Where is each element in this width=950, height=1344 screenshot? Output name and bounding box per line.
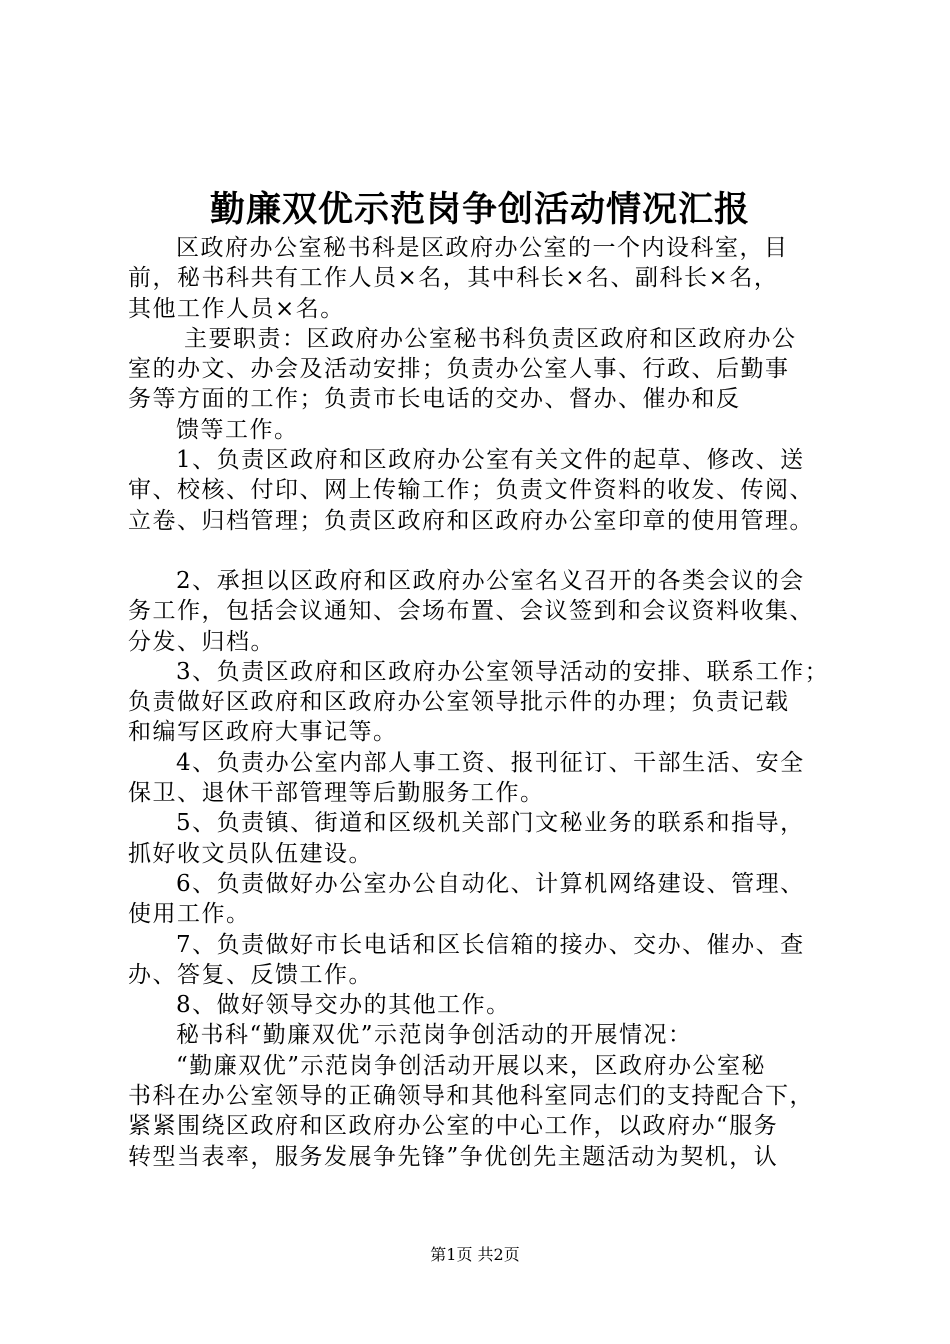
paragraph-line: 办、答复、反馈工作。 <box>128 961 373 988</box>
paragraph-line: 5、负责镇、街道和区级机关部门文秘业务的联系和指导， <box>176 810 805 837</box>
document-title: 勤廉双优示范岗争创活动情况汇报 <box>209 189 750 230</box>
paragraph-line: 审、校核、付印、网上传输工作；负责文件资料的收发、传阅、 <box>128 477 814 504</box>
document-body <box>128 233 858 1172</box>
paragraph-line: 区政府办公室秘书科是区政府办公室的一个内设科室，目 <box>176 235 789 261</box>
paragraph-gap <box>128 536 858 566</box>
paragraph-line: 1、负责区政府和区政府办公室有关文件的起草、修改、送 <box>176 447 805 474</box>
paragraph-line: 分发、归档。 <box>128 628 275 655</box>
paragraph-line: 紧紧围绕区政府和区政府办公室的中心工作，以政府办“服务 <box>128 1113 779 1140</box>
paragraph-line: 其他工作人员×名。 <box>128 295 345 322</box>
paragraph-line: 和编写区政府大事记等。 <box>128 719 398 746</box>
paragraph-line: 转型当表率，服务发展争先锋”争优创先主题活动为契机，认 <box>128 1143 779 1170</box>
paragraph-line: 务工作，包括会议通知、会场布置、会议签到和会议资料收集、 <box>128 598 814 625</box>
paragraph-line: 前，秘书科共有工作人员×名，其中科长×名、副科长×名， <box>128 265 779 292</box>
paragraph-line: 秘书科“勤廉双优”示范岗争创活动的开展情况： <box>176 1022 693 1049</box>
paragraph-line: 2、承担以区政府和区政府办公室名义召开的各类会议的会 <box>176 567 805 594</box>
paragraph-line: 负责做好区政府和区政府办公室领导批示件的办理；负责记载 <box>128 689 790 716</box>
page-number-footer: 第1页 共2页 <box>430 1245 520 1264</box>
paragraph-line: 6、负责做好办公室办公自动化、计算机网络建设、管理、 <box>176 870 805 897</box>
paragraph-line: 保卫、退休干部管理等后勤服务工作。 <box>128 780 545 807</box>
paragraph-line: 使用工作。 <box>128 901 251 928</box>
paragraph-line: 8、做好领导交办的其他工作。 <box>176 992 511 1019</box>
paragraph-line: 室的办文、办会及活动安排；负责办公室人事、行政、后勤事 <box>128 356 790 383</box>
paragraph-line: 立卷、归档管理；负责区政府和区政府办公室印章的使用管理。 <box>128 507 814 534</box>
paragraph-line: “勤廉双优”示范岗争创活动开展以来，区政府办公室秘 <box>176 1052 767 1079</box>
paragraph-line: 书科在办公室领导的正确领导和其他科室同志们的支持配合下， <box>128 1083 814 1110</box>
paragraph-line: 馈等工作。 <box>176 416 299 443</box>
paragraph-line: 7、负责做好市长电话和区长信箱的接办、交办、催办、查 <box>176 931 805 958</box>
paragraph-line: 主要职责：区政府办公室秘书科负责区政府和区政府办公 <box>184 325 797 352</box>
paragraph-line: 4、负责办公室内部人事工资、报刊征订、干部生活、安全 <box>176 749 805 776</box>
paragraph-line: 务等方面的工作；负责市长电话的交办、督办、催办和反 <box>128 386 741 413</box>
paragraph-line: 3、负责区政府和区政府办公室领导活动的安排、联系工作； <box>176 658 830 685</box>
paragraph-line: 抓好收文员队伍建设。 <box>128 840 373 867</box>
